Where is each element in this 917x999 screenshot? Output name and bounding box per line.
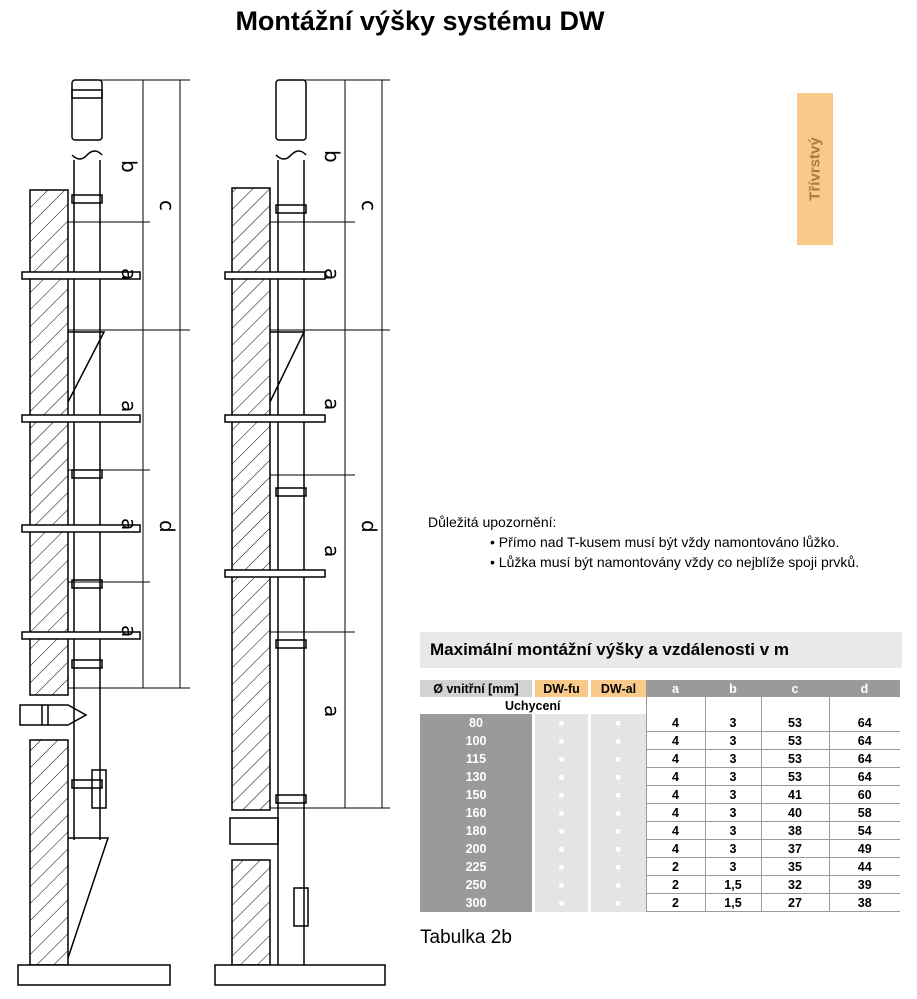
spec-table (420, 680, 900, 912)
table-row (420, 768, 900, 786)
right-label-a: a (320, 545, 344, 558)
cell-b: 3 (705, 750, 761, 768)
cell-b: 3 (705, 840, 761, 858)
cell-d: 38 (829, 894, 900, 912)
left-label-b: b (117, 160, 141, 173)
header-d: d (829, 680, 900, 697)
cell-diameter: 100 (420, 732, 532, 750)
cell-a: 2 (646, 894, 705, 912)
left-label-d: d (155, 520, 179, 533)
header-dw-al: DW-al (591, 680, 646, 697)
table-row (420, 822, 900, 840)
cell-a: 4 (646, 804, 705, 822)
cell-c: 41 (761, 786, 829, 804)
cell-c: 53 (761, 714, 829, 732)
header-c: c (761, 680, 829, 697)
cell-b: 3 (705, 714, 761, 732)
cell-dw-fu-check: ■ (535, 750, 588, 768)
right-label-a: a (320, 705, 344, 718)
header-diameter: Ø vnitřní [mm] (420, 680, 532, 697)
right-label-c: c (357, 200, 381, 211)
cell-c: 40 (761, 804, 829, 822)
left-label-a: a (117, 268, 141, 281)
right-label-a: a (320, 398, 344, 411)
side-tab (797, 93, 833, 245)
subheader-uchyceni: Uchycení (420, 697, 646, 714)
table-body (420, 714, 900, 912)
cell-c: 38 (761, 822, 829, 840)
cell-diameter: 250 (420, 876, 532, 894)
table-caption: Tabulka 2b (420, 927, 512, 948)
cell-dw-fu-check: ■ (535, 858, 588, 876)
table-header-row (420, 680, 900, 697)
table-row (420, 876, 900, 894)
table-row (420, 732, 900, 750)
cell-b: 1,5 (705, 876, 761, 894)
side-tab-label: Třívrstvý (806, 137, 824, 201)
left-label-a: a (117, 625, 141, 638)
cell-dw-al-check: ■ (591, 894, 646, 912)
cell-b: 3 (705, 786, 761, 804)
cell-diameter: 300 (420, 894, 532, 912)
cell-d: 49 (829, 840, 900, 858)
table-title: Maximální montážní výšky a vzdálenosti v m (420, 632, 902, 668)
cell-a: 4 (646, 714, 705, 732)
page-title: Montážní výšky systému DW (235, 6, 605, 36)
cell-diameter: 150 (420, 786, 532, 804)
cell-b: 3 (705, 804, 761, 822)
right-label-d: d (357, 520, 381, 533)
cell-dw-al-check: ■ (591, 732, 646, 750)
table-row (420, 840, 900, 858)
right-dimensions (270, 80, 390, 808)
table-row (420, 786, 900, 804)
notes-heading: Důležitá upozornění: (428, 514, 557, 530)
left-label-a: a (117, 518, 141, 531)
cell-dw-fu-check: ■ (535, 804, 588, 822)
cell-dw-fu-check: ■ (535, 768, 588, 786)
cell-dw-al-check: ■ (591, 714, 646, 732)
cell-d: 64 (829, 750, 900, 768)
table-row (420, 894, 900, 912)
table-subheader-row (420, 697, 900, 714)
cell-d: 60 (829, 786, 900, 804)
left-label-c: c (155, 200, 179, 211)
cell-dw-al-check: ■ (591, 876, 646, 894)
table-row (420, 750, 900, 768)
cell-dw-fu-check: ■ (535, 732, 588, 750)
header-dw-fu: DW-fu (535, 680, 588, 697)
cell-c: 37 (761, 840, 829, 858)
cell-b: 3 (705, 858, 761, 876)
cell-c: 53 (761, 750, 829, 768)
cell-b: 1,5 (705, 894, 761, 912)
cell-diameter: 160 (420, 804, 532, 822)
cell-dw-fu-check: ■ (535, 786, 588, 804)
cell-c: 53 (761, 768, 829, 786)
cell-c: 32 (761, 876, 829, 894)
cell-dw-fu-check: ■ (535, 894, 588, 912)
cell-b: 3 (705, 732, 761, 750)
note-item: • Lůžka musí být namontovány vždy co nejblíže spoji prvků. (490, 554, 860, 570)
cell-d: 58 (829, 804, 900, 822)
cell-diameter: 225 (420, 858, 532, 876)
cell-dw-fu-check: ■ (535, 840, 588, 858)
cell-b: 3 (705, 822, 761, 840)
cell-diameter: 130 (420, 768, 532, 786)
cell-d: 64 (829, 768, 900, 786)
cell-dw-al-check: ■ (591, 750, 646, 768)
table-row (420, 714, 900, 732)
note-item: • Přímo nad T-kusem musí být vždy namontováno lůžko. (490, 534, 840, 550)
cell-d: 64 (829, 714, 900, 732)
cell-a: 4 (646, 786, 705, 804)
cell-a: 4 (646, 750, 705, 768)
cell-a: 2 (646, 876, 705, 894)
table-row (420, 804, 900, 822)
cell-dw-fu-check: ■ (535, 876, 588, 894)
cell-a: 4 (646, 840, 705, 858)
cell-dw-al-check: ■ (591, 786, 646, 804)
cell-a: 4 (646, 768, 705, 786)
cell-c: 53 (761, 732, 829, 750)
cell-diameter: 115 (420, 750, 532, 768)
left-label-a: a (117, 400, 141, 413)
cell-dw-fu-check: ■ (535, 822, 588, 840)
cell-diameter: 200 (420, 840, 532, 858)
right-label-a: a (320, 268, 344, 281)
cell-dw-al-check: ■ (591, 822, 646, 840)
cell-a: 2 (646, 858, 705, 876)
installation-drawing (0, 60, 400, 999)
cell-dw-fu-check: ■ (535, 714, 588, 732)
right-label-b: b (320, 150, 344, 163)
cell-b: 3 (705, 768, 761, 786)
cell-c: 35 (761, 858, 829, 876)
cell-d: 44 (829, 858, 900, 876)
table-row (420, 858, 900, 876)
cell-dw-al-check: ■ (591, 858, 646, 876)
cell-a: 4 (646, 732, 705, 750)
cell-dw-al-check: ■ (591, 768, 646, 786)
header-b: b (705, 680, 761, 697)
cell-diameter: 80 (420, 714, 532, 732)
cell-d: 39 (829, 876, 900, 894)
cell-a: 4 (646, 822, 705, 840)
cell-d: 64 (829, 732, 900, 750)
cell-diameter: 180 (420, 822, 532, 840)
right-wall (215, 188, 385, 985)
cell-d: 54 (829, 822, 900, 840)
cell-dw-al-check: ■ (591, 804, 646, 822)
cell-c: 27 (761, 894, 829, 912)
notes (428, 512, 859, 572)
header-a: a (646, 680, 705, 697)
cell-dw-al-check: ■ (591, 840, 646, 858)
